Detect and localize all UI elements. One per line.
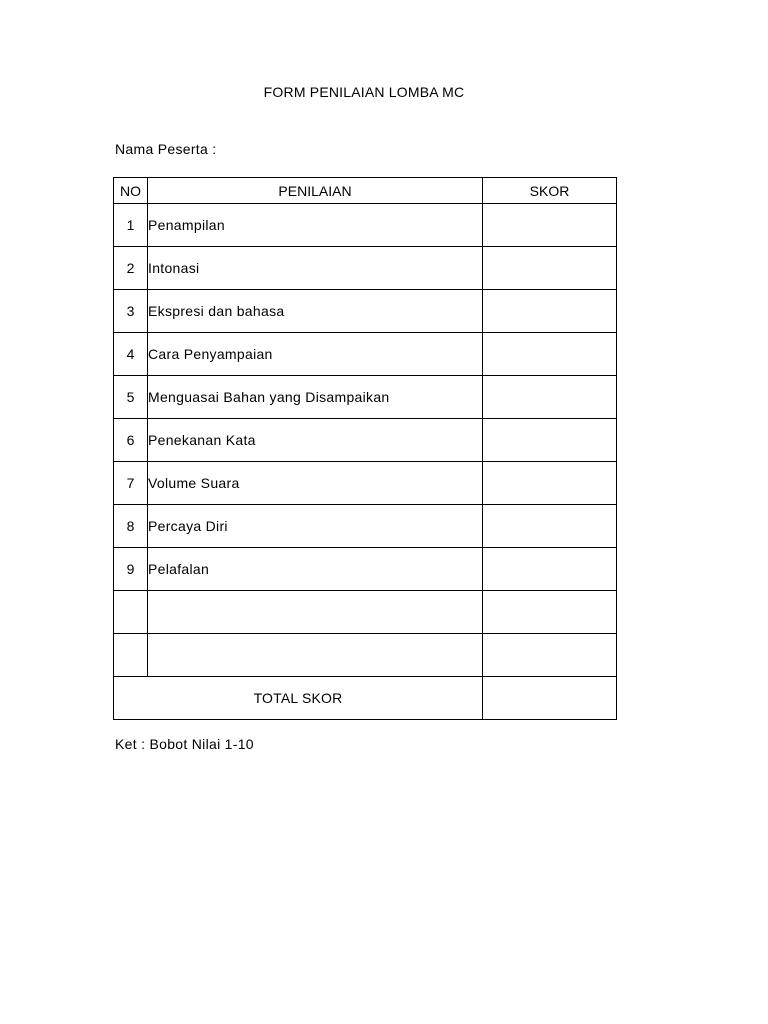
score-cell[interactable] bbox=[483, 376, 617, 419]
table-row bbox=[114, 462, 617, 505]
row-number: 9 bbox=[114, 548, 148, 591]
scoring-note: Ket : Bobot Nilai 1-10 bbox=[115, 736, 254, 752]
row-number: 7 bbox=[114, 462, 148, 505]
score-cell[interactable] bbox=[483, 634, 617, 677]
score-cell[interactable] bbox=[483, 548, 617, 591]
participant-name-label: Nama Peserta : bbox=[115, 141, 217, 157]
score-table bbox=[113, 177, 617, 720]
row-number: 5 bbox=[114, 376, 148, 419]
total-score-label: TOTAL SKOR bbox=[114, 677, 483, 720]
criteria-cell: Ekspresi dan bahasa bbox=[148, 290, 483, 333]
table-row bbox=[114, 505, 617, 548]
score-cell[interactable] bbox=[483, 204, 617, 247]
score-cell[interactable] bbox=[483, 247, 617, 290]
criteria-cell bbox=[148, 634, 483, 677]
table-header-row bbox=[114, 178, 617, 204]
criteria-cell: Cara Penyampaian bbox=[148, 333, 483, 376]
table-row bbox=[114, 290, 617, 333]
score-cell[interactable] bbox=[483, 462, 617, 505]
row-number: 4 bbox=[114, 333, 148, 376]
row-number: 1 bbox=[114, 204, 148, 247]
form-title: FORM PENILAIAN LOMBA MC bbox=[263, 84, 465, 100]
criteria-cell: Intonasi bbox=[148, 247, 483, 290]
table-row bbox=[114, 591, 617, 634]
table-row bbox=[114, 419, 617, 462]
criteria-cell: Pelafalan bbox=[148, 548, 483, 591]
table-row bbox=[114, 333, 617, 376]
table-row bbox=[114, 634, 617, 677]
row-number bbox=[114, 591, 148, 634]
score-cell[interactable] bbox=[483, 333, 617, 376]
row-number bbox=[114, 634, 148, 677]
row-number: 8 bbox=[114, 505, 148, 548]
row-number: 2 bbox=[114, 247, 148, 290]
header-no: NO bbox=[114, 178, 148, 204]
table-row bbox=[114, 204, 617, 247]
score-cell[interactable] bbox=[483, 591, 617, 634]
score-cell[interactable] bbox=[483, 290, 617, 333]
table-row bbox=[114, 247, 617, 290]
score-cell[interactable] bbox=[483, 505, 617, 548]
total-score-cell[interactable] bbox=[483, 677, 617, 720]
header-score: SKOR bbox=[483, 178, 617, 204]
score-cell[interactable] bbox=[483, 419, 617, 462]
table-body bbox=[114, 204, 617, 677]
criteria-cell: Menguasai Bahan yang Disampaikan bbox=[148, 376, 483, 419]
row-number: 6 bbox=[114, 419, 148, 462]
criteria-cell: Penampilan bbox=[148, 204, 483, 247]
row-number: 3 bbox=[114, 290, 148, 333]
total-row bbox=[114, 677, 617, 720]
header-criteria: PENILAIAN bbox=[148, 178, 483, 204]
table-row bbox=[114, 376, 617, 419]
table-row bbox=[114, 548, 617, 591]
criteria-cell: Percaya Diri bbox=[148, 505, 483, 548]
criteria-cell: Volume Suara bbox=[148, 462, 483, 505]
criteria-cell bbox=[148, 591, 483, 634]
criteria-cell: Penekanan Kata bbox=[148, 419, 483, 462]
